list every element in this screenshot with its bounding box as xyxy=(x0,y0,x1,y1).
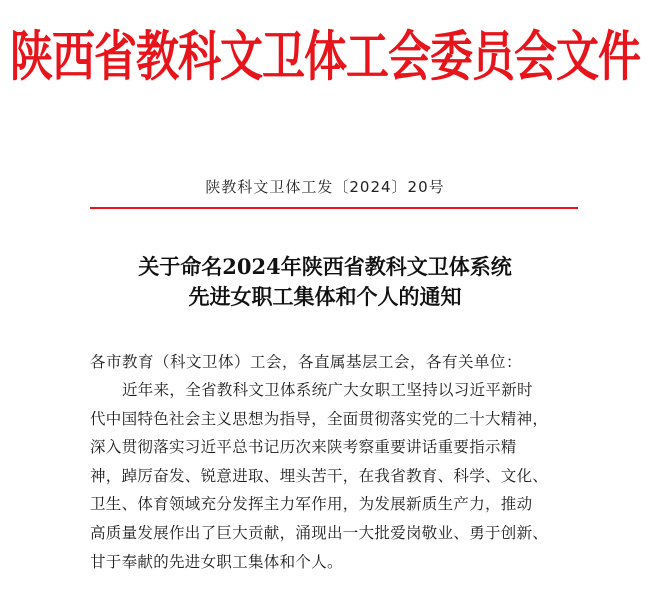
paragraph-line: 近年来，全省教科文卫体系统广大女职工坚持以习近平新时 xyxy=(122,381,533,399)
title-line-2: 先进女职工集体和个人的通知 xyxy=(188,284,462,309)
paragraph-line: 代中国特色社会主义思想为指导，全面贯彻落实党的二十大精神， xyxy=(90,409,549,428)
red-divider-line xyxy=(90,207,578,209)
document-body xyxy=(90,348,580,576)
paragraph-line: 卫生、体育领域充分发挥主力军作用，为发展新质生产力，推动 xyxy=(90,495,533,514)
document-number: 陕教科文卫体工发〔2024〕20号 xyxy=(205,178,445,196)
body-paragraph xyxy=(90,376,580,576)
document-masthead: 陕西省教科文卫体工会委员会文件 xyxy=(10,26,640,89)
paragraph-line: 神，踔厉奋发、锐意进取、埋头苦干，在我省教育、科学、文化、 xyxy=(90,466,549,485)
title-line-1: 关于命名2024年陕西省教科文卫体系统 xyxy=(138,254,512,279)
paragraph-line: 深入贯彻落实习近平总书记历次来陕考察重要讲话重要指示精 xyxy=(90,438,517,457)
paragraph-line: 甘于奉献的先进女职工集体和个人。 xyxy=(90,552,343,571)
document-title xyxy=(0,252,650,312)
salutation: 各市教育（科文卫体）工会，各直属基层工会，各有关单位： xyxy=(90,353,523,371)
paragraph-line: 高质量发展作出了巨大贡献，涌现出一大批爱岗敬业、勇于创新、 xyxy=(90,523,549,542)
